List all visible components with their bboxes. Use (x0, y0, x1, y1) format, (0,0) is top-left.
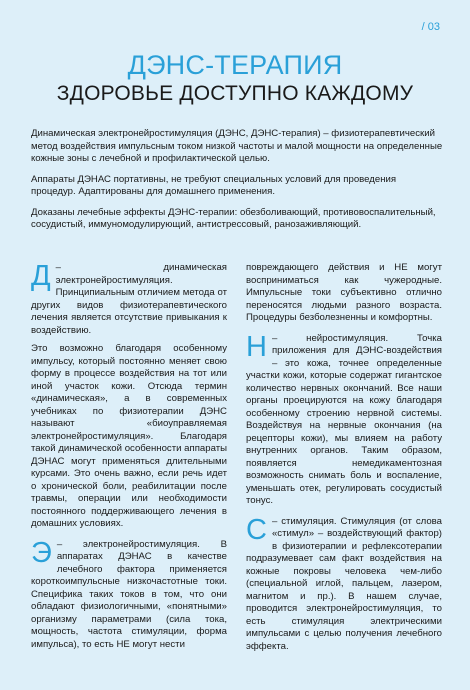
n-paragraph (246, 330, 442, 508)
left-column (31, 262, 227, 657)
n-text: – нейростимуляция. Точка приложения для ДЭНС-воздействия – это кожа, точнее определенные участки кожи, которые содержат гигантское количество нервных окончаний. Все наши органы проецируются на кожу благодаря особенному строению нервной системы. Воздействуя на нервные окончания (на рецепторы кожи), мы влияем на работу внутренних органов. Таким образом, появляется немедикаментозная возможность снимать боль и воспаление, уменьшать отек, регулировать сосудистый тонус. (246, 332, 442, 506)
d-paragraph (31, 262, 227, 337)
page-title: ДЭНС-ТЕРАПИЯ (127, 50, 343, 80)
dropcap-s: С (246, 513, 267, 546)
s-text: – стимуляция. Стимуляция (от слова «стимул» – воздействующий фактор) в физиотерапии и рефлексотерапии подразумевает сам факт воздействия на кожные покровы человека чем-либо (специальной иглой, пальцем, лазером, магнитом и пр.). В нашем случае, проводится электронейростимуляция, то есть стимуляция электрическими импульсами с целью получения лечебного эффекта. (246, 515, 442, 652)
intro-paragraph: Доказаны лечебные эффекты ДЭНС-терапии: обезболивающий, противовоспалительный, сосудистый, иммуномодулирующий, антистрессовый, ранозаживляющий. (31, 206, 436, 230)
e-paragraph (31, 536, 227, 652)
intro-paragraph: Динамическая электронейростимуляция (ДЭНС, ДЭНС-терапия) – физиотерапевтический метод воздействия импульсным током низкой частоты и малой мощности на определенные кожные зоны с лечебной и профилактической целью. (31, 128, 443, 164)
page-subtitle: ЗДОРОВЬЕ ДОСТУПНО КАЖДОМУ (56, 82, 414, 105)
continuation-paragraph: повреждающего действия и НЕ могут восприниматься как чужеродные. Импульсные токи субъективно отлично переносятся людьми разного возраста. Процедуры безболезненны и комфортны. (246, 262, 442, 323)
e-text: – электронейростимуляция. В аппаратах ДЭНАС в качестве лечебного фактора применяется короткоимпульсные низкочастотные токи. Специфика таких токов в том, что они обладают физиологичными, «понятными» организму параметрами (сила тока, мощность, частота стимуляции, форма импульса), то есть НЕ могут нести (31, 538, 227, 650)
intro-section (31, 128, 443, 240)
s-paragraph (246, 513, 442, 654)
dropcap-d: Д (31, 260, 51, 292)
dropcap-n: Н (246, 330, 267, 363)
right-column (246, 262, 442, 659)
intro-paragraph: Аппараты ДЭНАС портативны, не требуют специальных условий для проведения процедур. Адаптированы для домашнего применения. (31, 173, 397, 197)
page-number: / 03 (421, 21, 440, 33)
dropcap-e: Э (31, 536, 52, 569)
d-paragraph-2: Это возможно благодаря особенному импульсу, который постоянно меняет свою форму в процессе воздействия на тот или иной участок кожи. Отсюда термин «динамическая», а в современных учебниках по физиотерапии ДЭНС называют «биоуправляемая электронейростимуляция». Благодаря такой динамической особенности аппараты ДЭНАС могут применяться длительными курсами. Это очень важно, если речь идет о хронической боли, реабилитации после травмы, операции или необходимости постоянного поддерживающего лечения в домашних условиях. (31, 343, 227, 529)
d-text: – динамическая электронейростимуляция. Принципиальным отличием метода от других видов физиотерапевтического лечения является отсутствие привыкания к воздействию. (31, 262, 227, 336)
